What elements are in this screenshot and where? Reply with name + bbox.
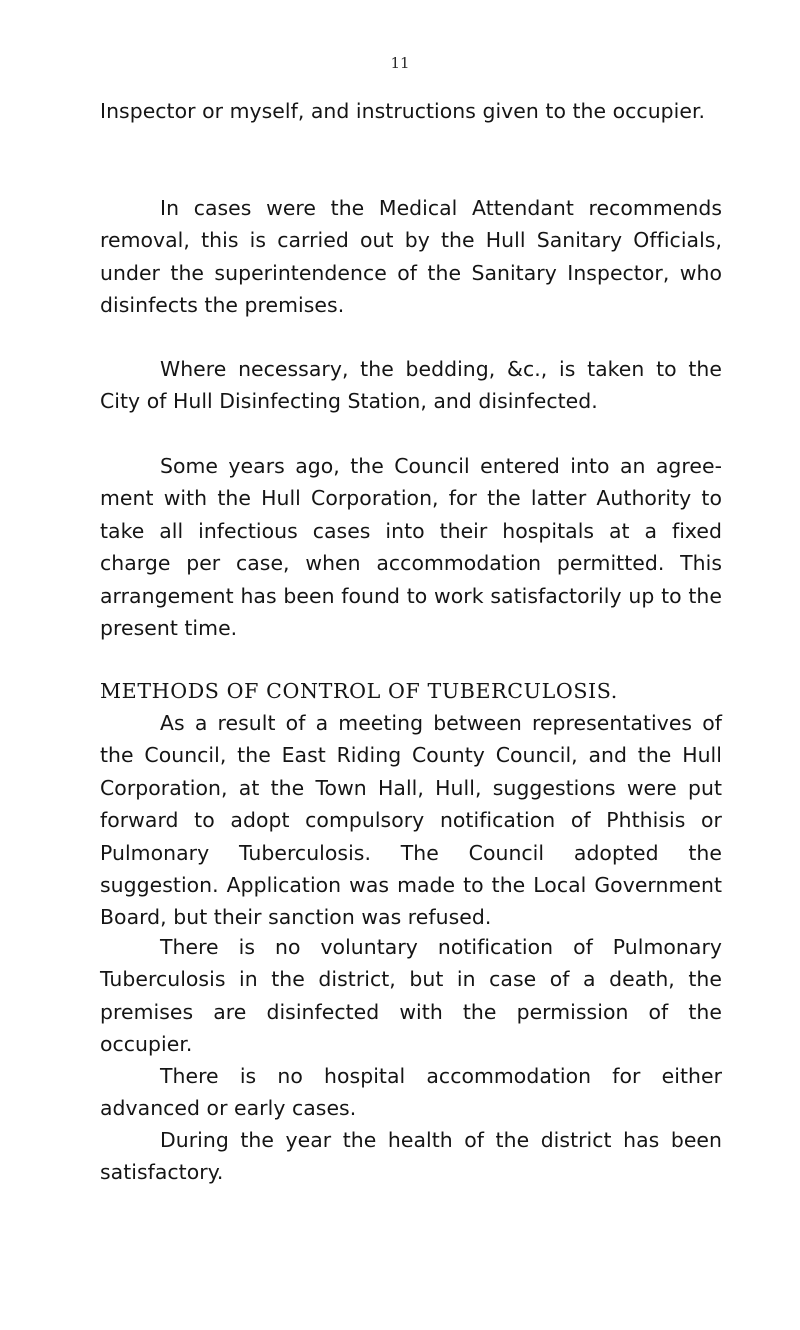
paragraph-hospital-accommodation: There is no hospital accommodation for either advanced or early cases. bbox=[100, 1064, 722, 1121]
paragraph-voluntary-notification: There is no voluntary notification of Pulmonary Tuberculosis in the district, but in case of a death, the premises are disinfected with the permission of the occupier. bbox=[100, 935, 722, 1057]
section-heading: METHODS OF CONTROL OF TUBERCULOSIS. bbox=[100, 679, 618, 703]
paragraph-continuation: Inspector or myself, and instructions given to the occupier. bbox=[100, 99, 706, 123]
paragraph-agreement: Some years ago, the Council entered into an agree- ment with the Hull Corporation, for the latter Authority to take all infectious cases into their hospitals at a fixed charge per case, when accommodation permitted. This arrangement has been found to work satisfactorily up to the present time. bbox=[100, 454, 722, 641]
paragraph-health: During the year the health of the district has been satisfactory. bbox=[100, 1128, 722, 1185]
paragraph-bedding: Where necessary, the bedding, &c., is taken to the City of Hull Disinfecting Station, and disinfected. bbox=[100, 357, 722, 414]
page-number: 11 bbox=[390, 54, 410, 72]
paragraph-removal: In cases were the Medical Attendant recommends removal, this is carried out by the Hull Sanitary Officials, under the superintendence of the Sanitary Inspector, who disinfects the premises. bbox=[100, 196, 722, 318]
paragraph-meeting: As a result of a meeting between representatives of the Council, the East Riding County Council, and the Hull Corporation, at the Town Hall, Hull, suggestions were put forward to adopt compulsory notification of Phthisis or Pulmonary Tuberculosis. The Council adopted the suggestion. Application was made to the Local Government Board, but their sanction was refused. bbox=[100, 711, 722, 930]
